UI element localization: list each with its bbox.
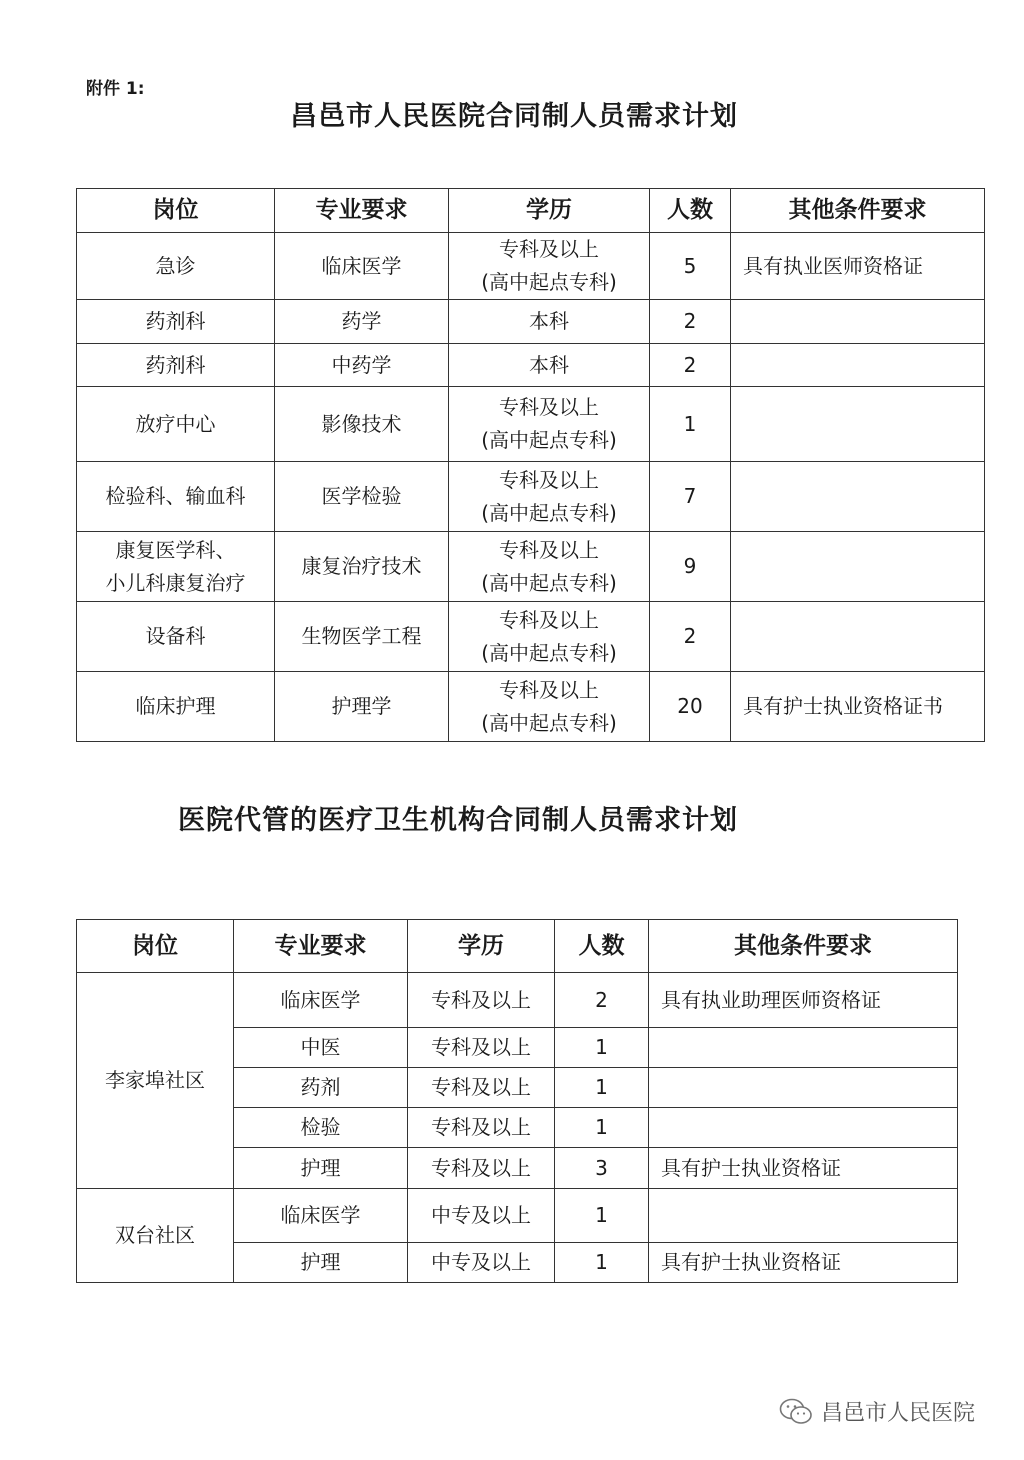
header-count: 人数 [555, 920, 649, 973]
post-line: 康复医学科、 [115, 537, 236, 562]
wechat-icon [779, 1398, 813, 1426]
cell-count: 1 [555, 1068, 649, 1108]
cell-community: 双台社区 [77, 1189, 234, 1283]
cell-other [649, 1189, 958, 1243]
cell-count: 2 [650, 602, 731, 672]
cell-post: 药剂科 [77, 344, 275, 387]
cell-major: 影像技术 [275, 387, 449, 462]
table-row [77, 602, 985, 672]
cell-post: 急诊 [77, 233, 275, 300]
cell-other: 具有护士执业资格证 [649, 1148, 958, 1189]
cell-major: 药学 [275, 300, 449, 344]
cell-post: 检验科、输血科 [77, 462, 275, 532]
table-row [77, 344, 985, 387]
cell-count: 3 [555, 1148, 649, 1189]
cell-major: 康复治疗技术 [275, 532, 449, 602]
header-major: 专业要求 [234, 920, 408, 973]
cell-count: 20 [650, 672, 731, 742]
education-line: 专科及以上 [499, 237, 599, 261]
education-line: 专科及以上 [499, 537, 599, 562]
cell-education: 本科 [449, 344, 650, 387]
cell-post: 放疗中心 [77, 387, 275, 462]
attachment-label: 附件 1: [86, 79, 145, 99]
education-line: (高中起点专科) [481, 710, 617, 735]
cell-count: 9 [650, 532, 731, 602]
education-line: 专科及以上 [499, 467, 599, 492]
cell-other: 具有护士执业资格证书 [731, 672, 985, 742]
cell-count: 2 [650, 344, 731, 387]
cell-major: 护理学 [275, 672, 449, 742]
cell-education [449, 462, 650, 532]
cell-count: 1 [555, 1243, 649, 1283]
header-education: 学历 [449, 189, 650, 233]
cell-other [731, 462, 985, 532]
table-row [77, 300, 985, 344]
table1-title: 昌邑市人民医院合同制人员需求计划 [290, 101, 738, 132]
cell-other [731, 344, 985, 387]
header-education: 学历 [408, 920, 555, 973]
cell-education [449, 532, 650, 602]
cell-post: 设备科 [77, 602, 275, 672]
cell-count: 1 [555, 1028, 649, 1068]
header-other: 其他条件要求 [731, 189, 985, 233]
table-row [77, 387, 985, 462]
education-line: (高中起点专科) [481, 270, 617, 294]
header-major: 专业要求 [275, 189, 449, 233]
cell-other: 具有护士执业资格证 [649, 1243, 958, 1283]
cell-education [449, 387, 650, 462]
staffing-plan-table [76, 188, 985, 742]
education-line: (高中起点专科) [481, 500, 617, 525]
cell-major: 生物医学工程 [275, 602, 449, 672]
cell-major: 临床医学 [234, 1189, 408, 1243]
cell-count: 5 [650, 233, 731, 300]
watermark [779, 1396, 975, 1427]
cell-education: 中专及以上 [408, 1243, 555, 1283]
cell-other [649, 1028, 958, 1068]
cell-post: 药剂科 [77, 300, 275, 344]
education-line: 专科及以上 [499, 607, 599, 632]
cell-other [731, 300, 985, 344]
table-row [77, 462, 985, 532]
cell-major: 药剂 [234, 1068, 408, 1108]
cell-major: 检验 [234, 1108, 408, 1148]
cell-count: 1 [650, 387, 731, 462]
cell-education [449, 233, 650, 300]
header-post: 岗位 [77, 189, 275, 233]
cell-count: 7 [650, 462, 731, 532]
table2-title: 医院代管的医疗卫生机构合同制人员需求计划 [178, 805, 738, 836]
cell-education [449, 602, 650, 672]
education-line: 专科及以上 [499, 395, 599, 419]
cell-major: 护理 [234, 1148, 408, 1189]
cell-other: 具有执业助理医师资格证 [649, 973, 958, 1028]
cell-post: 临床护理 [77, 672, 275, 742]
header-count: 人数 [650, 189, 731, 233]
cell-count: 1 [555, 1189, 649, 1243]
cell-major: 中药学 [275, 344, 449, 387]
cell-community: 李家埠社区 [77, 973, 234, 1189]
table-row [77, 532, 985, 602]
cell-education: 专科及以上 [408, 1108, 555, 1148]
cell-other [649, 1068, 958, 1108]
table-row [77, 1189, 958, 1243]
education-line: (高中起点专科) [481, 640, 617, 665]
cell-count: 1 [555, 1108, 649, 1148]
cell-other [731, 387, 985, 462]
cell-major: 中医 [234, 1028, 408, 1068]
cell-post [77, 532, 275, 602]
cell-count: 2 [555, 973, 649, 1028]
education-line: (高中起点专科) [481, 428, 617, 452]
cell-education: 本科 [449, 300, 650, 344]
cell-other: 具有执业医师资格证 [731, 233, 985, 300]
cell-other [731, 602, 985, 672]
managed-institutions-table [76, 919, 958, 1283]
cell-major: 护理 [234, 1243, 408, 1283]
cell-major: 临床医学 [275, 233, 449, 300]
post-line: 小儿科康复治疗 [105, 570, 246, 595]
cell-education: 中专及以上 [408, 1189, 555, 1243]
cell-education: 专科及以上 [408, 1068, 555, 1108]
cell-education: 专科及以上 [408, 1028, 555, 1068]
table-row [77, 672, 985, 742]
cell-other [731, 532, 985, 602]
cell-major: 医学检验 [275, 462, 449, 532]
cell-major: 临床医学 [234, 973, 408, 1028]
header-post: 岗位 [77, 920, 234, 973]
watermark-text: 昌邑市人民医院 [821, 1401, 976, 1426]
cell-education: 专科及以上 [408, 973, 555, 1028]
header-other: 其他条件要求 [649, 920, 958, 973]
education-line: 专科及以上 [499, 677, 599, 702]
table-row [77, 233, 985, 300]
cell-count: 2 [650, 300, 731, 344]
table-row [77, 973, 958, 1028]
cell-other [649, 1108, 958, 1148]
education-line: (高中起点专科) [481, 570, 617, 595]
cell-education: 专科及以上 [408, 1148, 555, 1189]
cell-education [449, 672, 650, 742]
